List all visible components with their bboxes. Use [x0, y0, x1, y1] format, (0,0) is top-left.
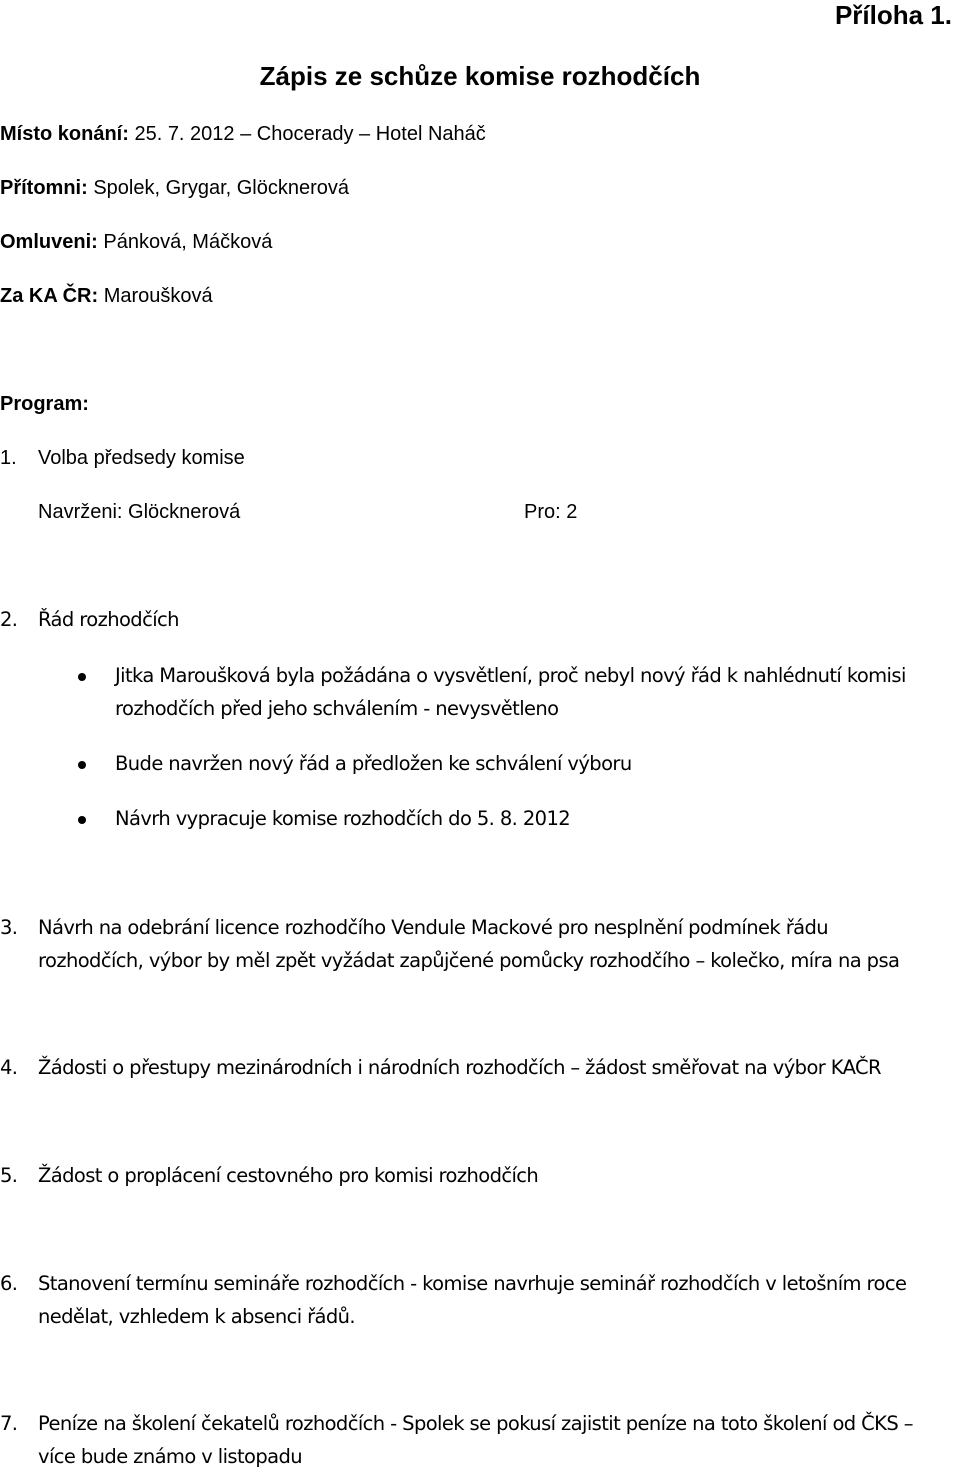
item-text: Volba předsedy komise: [38, 447, 245, 469]
bullet-item-1-line-2: rozhodčích před jeho schválením - nevysvětleno: [115, 697, 559, 720]
present-value: Spolek, Grygar, Glöcknerová: [93, 177, 350, 199]
document-title: Zápis ze schůze komise rozhodčích: [259, 61, 701, 91]
program-item-2: [0, 608, 179, 631]
item-number: 1.: [0, 447, 17, 469]
item-text: Řád rozhodčích: [38, 608, 179, 631]
item-number: 7.: [0, 1412, 18, 1435]
bullet-icon: [78, 761, 86, 769]
program-item-7-line-2: více bude známo v listopadu: [38, 1445, 303, 1468]
venue-label: Místo konání:: [0, 123, 129, 145]
excused-value: Pánková, Máčková: [103, 231, 273, 253]
item-number: 4.: [0, 1056, 18, 1079]
annex-label: Příloha 1.: [834, 0, 952, 30]
kacr-value: Maroušková: [103, 285, 213, 307]
bullet-item-2: Bude navržen nový řád a předložen ke schválení výboru: [115, 752, 632, 775]
program-item-1: [0, 447, 245, 470]
item-number: 6.: [0, 1272, 18, 1295]
venue-value: 25. 7. 2012 – Chocerady – Hotel Naháč: [134, 123, 486, 145]
item-text: Žádost o proplácení cestovného pro komisi rozhodčích: [38, 1164, 539, 1187]
item-number: 5.: [0, 1164, 18, 1187]
bullet-icon: [78, 816, 86, 824]
bullet-item-3: Návrh vypracuje komise rozhodčích do 5. 8. 2012: [115, 807, 571, 830]
program-item-3-line-2: rozhodčích, výbor by měl zpět vyžádat zapůjčené pomůcky rozhodčího – kolečko, míra na psa: [38, 949, 900, 972]
excused-line: [0, 231, 272, 254]
program-heading: Program:: [0, 393, 89, 415]
kacr-line: [0, 285, 213, 308]
program-item-4: [0, 1056, 881, 1079]
program-item-6-line-2: nedělat, vzhledem k absenci řádů.: [38, 1305, 356, 1328]
item-text: Žádosti o přestupy mezinárodních i národních rozhodčích – žádost směřovat na výbor KAČR: [38, 1056, 882, 1079]
item-text: Stanovení termínu semináře rozhodčích - komise navrhuje seminář rozhodčích v letošním roce: [38, 1272, 907, 1295]
venue-line: [0, 123, 486, 146]
votes-line: Pro: 2: [524, 501, 578, 523]
kacr-label: Za KA ČR:: [0, 285, 99, 307]
bullet-item-1-line-1: Jitka Maroušková byla požádána o vysvětlení, proč nebyl nový řád k nahlédnutí komisi: [115, 664, 906, 687]
excused-label: Omluveni:: [0, 231, 98, 253]
proposed-line: Navrženi: Glöcknerová: [38, 501, 241, 523]
present-line: [0, 177, 349, 200]
program-item-7: [0, 1412, 913, 1435]
program-item-6: [0, 1272, 906, 1295]
item-number: 3.: [0, 916, 18, 939]
item-text: Návrh na odebrání licence rozhodčího Vendule Mackové pro nesplnění podmínek řádu: [38, 916, 828, 939]
bullet-icon: [78, 673, 86, 681]
present-label: Přítomni:: [0, 177, 88, 199]
item-number: 2.: [0, 608, 18, 631]
program-item-3: [0, 916, 828, 939]
item-text: Peníze na školení čekatelů rozhodčích - Spolek se pokusí zajistit peníze na toto školení od ČKS –: [38, 1412, 913, 1435]
program-item-5: [0, 1164, 538, 1187]
